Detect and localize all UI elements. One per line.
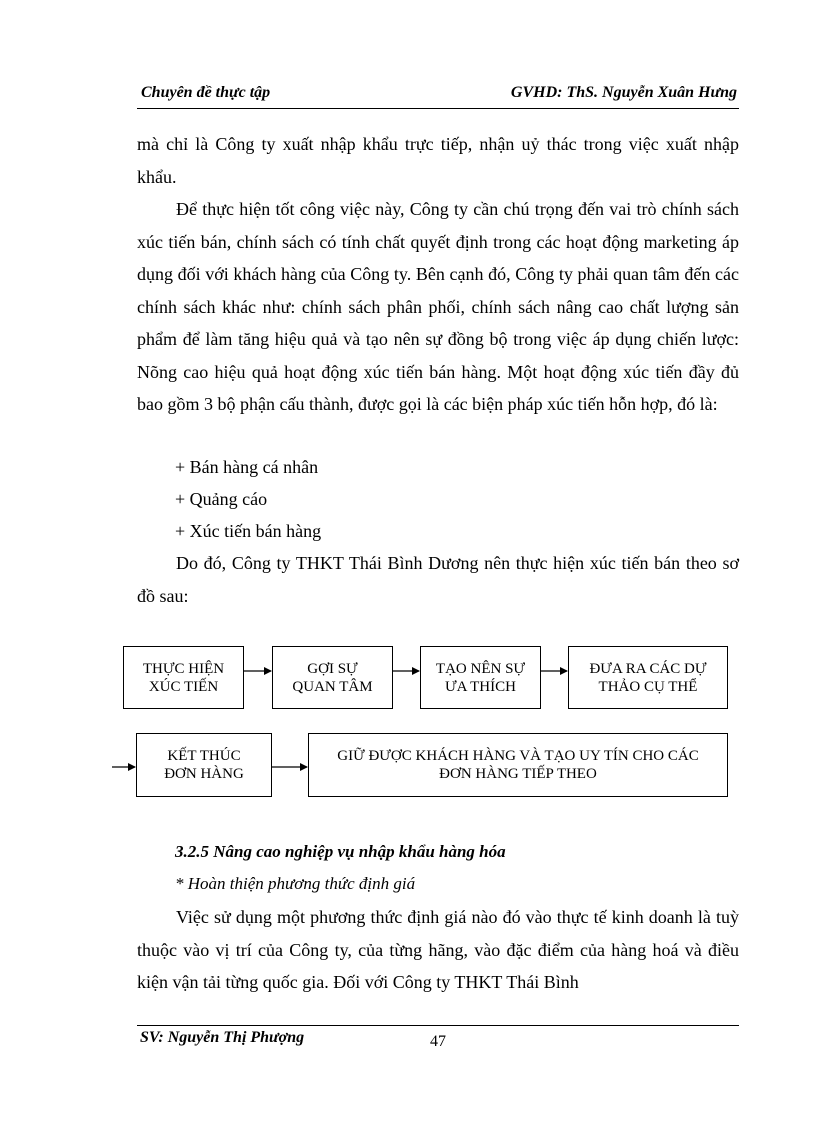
paragraph-diagram-intro: Do đó, Công ty THKT Thái Bình Dương nên thực hiện xúc tiến bán theo sơ đồ sau:	[137, 553, 739, 606]
diagram-box-label: TẠO NÊN SỰ ƯA THÍCH	[435, 660, 526, 695]
diagram-box-close-order	[136, 733, 272, 797]
diagram-box-label: ĐƯA RA CÁC DỰ THẢO CỤ THỂ	[589, 660, 707, 695]
header-supervisor: GVHD: ThS. Nguyễn Xuân Hưng	[510, 84, 737, 101]
paragraph-promotion-policy: Để thực hiện tốt công việc này, Công ty cần chú trọng đến vai trò chính sách xúc tiến bán, chính sách có tính chất quyết định trong các hoạt động marketing áp dụng đối với khách hàng của Công ty. Bên cạnh đó, Công ty phải quan tâm đến các chính sách khác như: chính sách phân phối, chính sách nâng cao chất lượng sản phẩm để làm tăng hiệu quả và tạo nên sự đồng bộ trong việc áp dụng chiến lược: Nõng cao hiệu quả hoạt động xúc tiến bán hàng. Một hoạt động xúc tiến đầy đủ bao gồm 3 bộ phận cấu thành, được gọi là các biện pháp xúc tiến hỗn hợp, đó là:	[137, 199, 739, 414]
diagram-box-arouse-interest	[272, 646, 393, 709]
diagram-box-label: GIỮ ĐƯỢC KHÁCH HÀNG VÀ TẠO UY TÍN CHO CÁC ĐƠN HÀNG TIẾP THEO	[337, 748, 699, 782]
section-heading: 3.2.5 Nâng cao nghiệp vụ nhập khẩu hàng hóa	[175, 842, 506, 861]
page-number: 47	[430, 1033, 446, 1050]
paragraph-intro: mà chỉ là Công ty xuất nhập khẩu trực tiếp, nhận uỷ thác trong việc xuất nhập khẩu.	[137, 134, 739, 187]
subsection-heading: * Hoàn thiện phương thức định giá	[175, 874, 416, 893]
header-document-type: Chuyên đề thực tập	[141, 84, 271, 101]
diagram-box-label: KẾT THÚC ĐƠN HÀNG	[164, 748, 244, 782]
bullet-personal-selling: + Bán hàng cá nhân	[175, 457, 319, 477]
footer-student-name: SV: Nguyễn Thị Phượng	[140, 1029, 305, 1046]
diagram-box-create-preference	[420, 646, 541, 709]
footer-divider	[137, 1025, 739, 1026]
diagram-box-implement-promotion	[123, 646, 244, 709]
bullet-sales-promotion: + Xúc tiến bán hàng	[175, 521, 322, 541]
page-header	[137, 82, 739, 109]
diagram-box-retain-customers	[308, 733, 728, 797]
diagram-box-present-proposals	[568, 646, 728, 709]
diagram-box-label: GỢI SỰ QUAN TÂM	[292, 660, 373, 695]
diagram-box-label: THỰC HIỆN XÚC TIẾN	[142, 660, 225, 695]
bullet-advertising: + Quảng cáo	[175, 489, 268, 509]
paragraph-pricing-method: Việc sử dụng một phương thức định giá nào đó vào thực tế kinh doanh là tuỳ thuộc vào vị trí của Công ty, của từng hãng, vào đặc điểm của hàng hoá và điều kiện vận tải từng quốc gia. Đối với Công ty THKT Thái Bình	[137, 907, 739, 992]
